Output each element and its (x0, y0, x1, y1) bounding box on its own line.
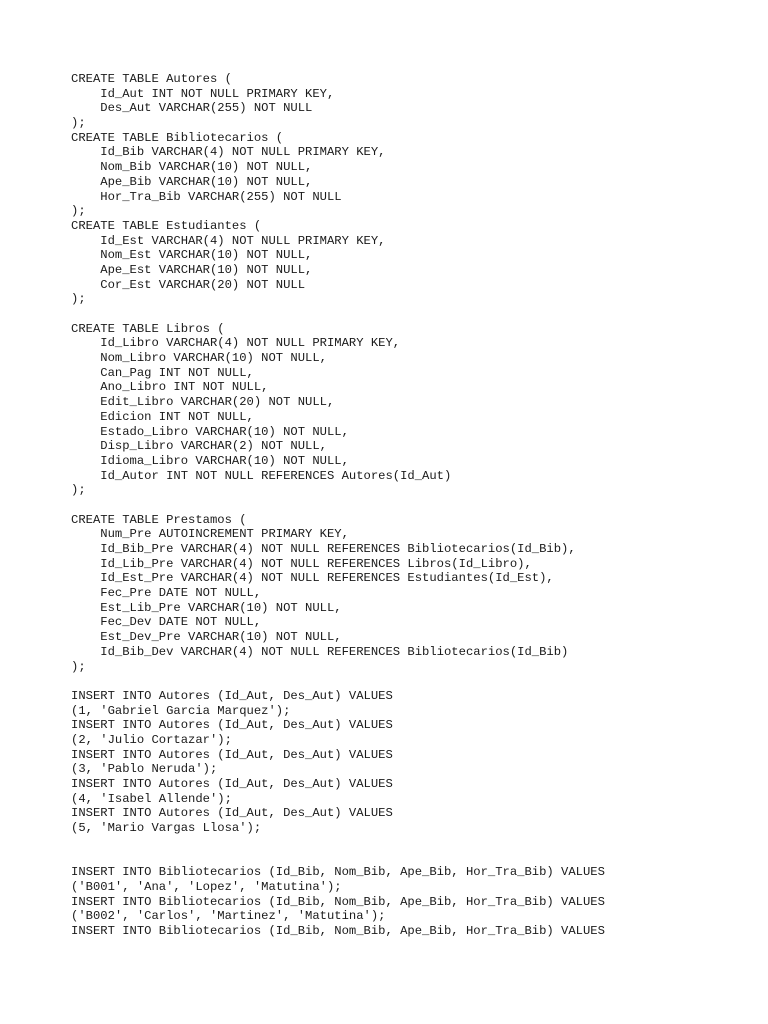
code-line: Id_Bib_Pre VARCHAR(4) NOT NULL REFERENCES Bibliotecarios(Id_Bib), (71, 542, 576, 556)
code-line: Id_Bib VARCHAR(4) NOT NULL PRIMARY KEY, (71, 145, 386, 160)
code-line: Est_Dev_Pre VARCHAR(10) NOT NULL, (71, 630, 342, 645)
code-line: ); (71, 659, 86, 674)
sql-code-block (71, 72, 605, 939)
code-line: Est_Lib_Pre VARCHAR(10) NOT NULL, (71, 600, 342, 615)
code-line: Nom_Libro VARCHAR(10) NOT NULL, (71, 351, 327, 366)
code-line: ); (71, 204, 86, 219)
code-line: ); (71, 483, 86, 498)
code-line: Id_Est_Pre VARCHAR(4) NOT NULL REFERENCES Estudiantes(Id_Est), (71, 571, 554, 586)
code-line: CREATE TABLE Prestamos ( (71, 512, 247, 527)
code-line: (4, 'Isabel Allende'); (71, 791, 232, 806)
code-line: Idioma_Libro VARCHAR(10) NOT NULL, (71, 453, 349, 468)
code-line: Estado_Libro VARCHAR(10) NOT NULL, (71, 424, 349, 439)
code-line: INSERT INTO Autores (Id_Aut, Des_Aut) VALUES (71, 718, 393, 733)
code-line: Id_Bib_Dev VARCHAR(4) NOT NULL REFERENCES Bibliotecarios(Id_Bib) (71, 644, 569, 659)
code-line (71, 836, 605, 851)
code-line: INSERT INTO Autores (Id_Aut, Des_Aut) VALUES (71, 777, 393, 791)
code-line: Id_Libro VARCHAR(4) NOT NULL PRIMARY KEY, (71, 336, 401, 351)
code-line: ('B001', 'Ana', 'Lopez', 'Matutina'); (71, 879, 342, 894)
code-line: (5, 'Mario Vargas Llosa'); (71, 821, 262, 836)
code-line: Edicion INT NOT NULL, (71, 409, 254, 424)
code-line: Des_Aut VARCHAR(255) NOT NULL (71, 101, 313, 116)
code-line: CREATE TABLE Bibliotecarios ( (71, 130, 284, 145)
code-line: INSERT INTO Bibliotecarios (Id_Bib, Nom_Bib, Ape_Bib, Hor_Tra_Bib) VALUES (71, 923, 605, 938)
code-line: Ape_Bib VARCHAR(10) NOT NULL, (71, 174, 313, 189)
code-line: Hor_Tra_Bib VARCHAR(255) NOT NULL (71, 189, 342, 204)
code-line: ('B002', 'Carlos', 'Martinez', 'Matutina'); (71, 909, 386, 924)
code-line (71, 307, 605, 322)
code-line: CREATE TABLE Libros ( (71, 321, 225, 336)
code-line (71, 674, 605, 689)
code-line: INSERT INTO Autores (Id_Aut, Des_Aut) VALUES (71, 747, 393, 762)
code-line: Id_Autor INT NOT NULL REFERENCES Autores(Id_Aut) (71, 468, 452, 483)
code-line: Nom_Bib VARCHAR(10) NOT NULL, (71, 160, 313, 175)
code-line: Nom_Est VARCHAR(10) NOT NULL, (71, 248, 313, 263)
code-line: Ape_Est VARCHAR(10) NOT NULL, (71, 262, 313, 277)
code-line: Fec_Pre DATE NOT NULL, (71, 586, 262, 601)
code-line: INSERT INTO Bibliotecarios (Id_Bib, Nom_Bib, Ape_Bib, Hor_Tra_Bib) VALUES (71, 894, 605, 909)
code-line: Ano_Libro INT NOT NULL, (71, 380, 269, 395)
code-line: Cor_Est VARCHAR(20) NOT NULL (71, 277, 306, 292)
code-line: Num_Pre AUTOINCREMENT PRIMARY KEY, (71, 527, 349, 542)
code-line: Disp_Libro VARCHAR(2) NOT NULL, (71, 439, 327, 454)
code-line: INSERT INTO Autores (Id_Aut, Des_Aut) VALUES (71, 688, 393, 703)
code-line: Fec_Dev DATE NOT NULL, (71, 615, 262, 630)
code-line: ); (71, 292, 86, 307)
code-line: (1, 'Gabriel Garcia Marquez'); (71, 703, 291, 718)
code-line: INSERT INTO Autores (Id_Aut, Des_Aut) VALUES (71, 806, 393, 821)
code-line: INSERT INTO Bibliotecarios (Id_Bib, Nom_Bib, Ape_Bib, Hor_Tra_Bib) VALUES (71, 865, 605, 880)
code-line (71, 850, 605, 865)
code-line: ); (71, 116, 86, 131)
code-line: (2, 'Julio Cortazar'); (71, 732, 232, 747)
code-line (71, 498, 605, 513)
code-line: Id_Aut INT NOT NULL PRIMARY KEY, (71, 86, 335, 101)
code-line: CREATE TABLE Autores ( (71, 72, 232, 86)
code-line: CREATE TABLE Estudiantes ( (71, 218, 262, 233)
code-line: Edit_Libro VARCHAR(20) NOT NULL, (71, 395, 335, 410)
code-line: Can_Pag INT NOT NULL, (71, 365, 254, 380)
code-line: Id_Est VARCHAR(4) NOT NULL PRIMARY KEY, (71, 233, 386, 248)
code-line: (3, 'Pablo Neruda'); (71, 762, 218, 777)
code-line: Id_Lib_Pre VARCHAR(4) NOT NULL REFERENCES Libros(Id_Libro), (71, 556, 532, 571)
